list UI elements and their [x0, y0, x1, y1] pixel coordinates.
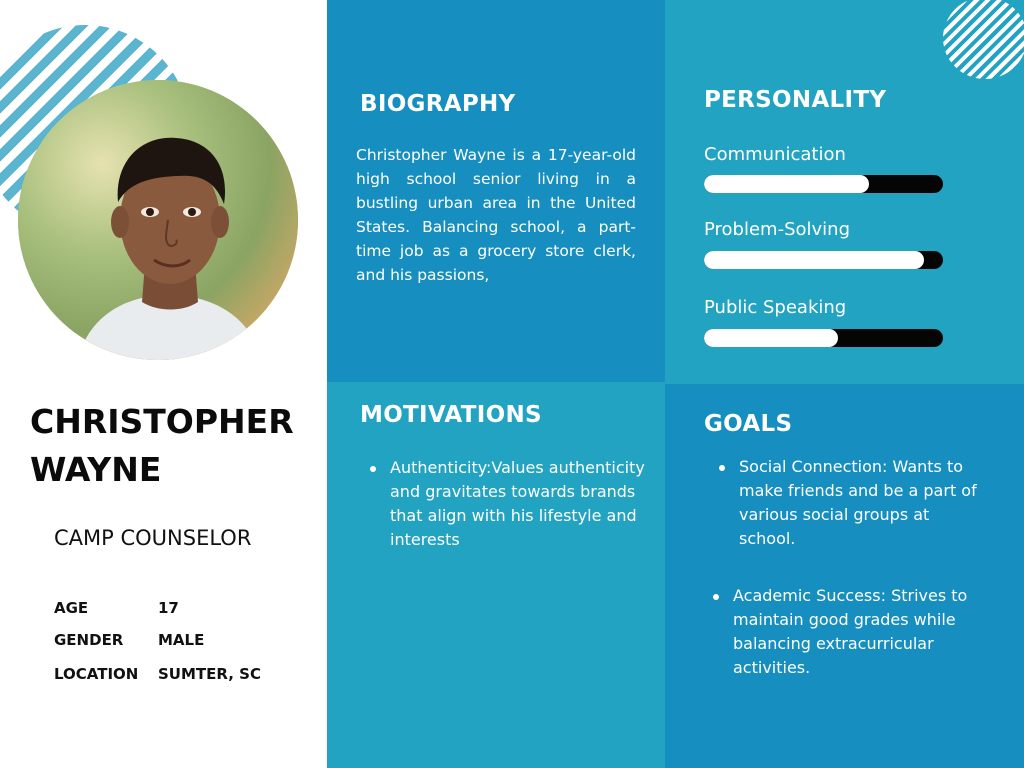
fact-value: MALE — [158, 631, 205, 649]
decorative-stripes-circle — [943, 0, 1024, 79]
personality-heading: PERSONALITY — [704, 87, 887, 113]
trait-bar-fill — [704, 329, 838, 347]
trait-bar-communication — [704, 175, 943, 193]
list-item: Academic Success: Strives to maintain good grades while balancing extracurricular activities. — [711, 584, 991, 680]
goals-heading: GOALS — [704, 411, 793, 437]
portrait-photo-icon — [18, 80, 298, 360]
fact-value: 17 — [158, 599, 179, 617]
trait-bar-fill — [704, 175, 869, 193]
fact-label: LOCATION — [54, 665, 139, 683]
goals-panel — [665, 384, 1024, 768]
trait-label-public-speaking: Public Speaking — [704, 297, 847, 318]
goals-list — [711, 584, 991, 680]
goals-list — [717, 455, 987, 551]
fact-age — [54, 592, 314, 624]
fact-gender — [54, 624, 314, 656]
trait-bar-fill — [704, 251, 924, 269]
motivations-heading: MOTIVATIONS — [360, 402, 542, 428]
fact-location — [54, 658, 314, 690]
trait-bar-public-speaking — [704, 329, 943, 347]
facts-list — [54, 592, 314, 690]
fact-value: SUMTER, SC — [158, 665, 261, 683]
biography-text: Christopher Wayne is a 17-year-old high school senior living in a bustling urban area in the United States. Balancing school, a part-time job as a grocery store clerk, and his passions, — [356, 146, 636, 284]
biography-panel — [327, 0, 665, 382]
fact-label: GENDER — [54, 631, 124, 649]
list-item: Authenticity:Values authenticity and gravitates towards brands that align with his lifestyle and interests — [368, 456, 648, 552]
person-role: CAMP COUNSELOR — [54, 526, 252, 550]
motivations-list — [368, 456, 648, 552]
trait-bar-problem-solving — [704, 251, 943, 269]
biography-heading: BIOGRAPHY — [360, 91, 516, 117]
fact-label: AGE — [54, 599, 89, 617]
person-name: CHRISTOPHER WAYNE — [30, 402, 294, 489]
profile-photo — [18, 80, 298, 360]
trait-label-problem-solving: Problem-Solving — [704, 219, 851, 240]
list-item: Social Connection: Wants to make friends and be a part of various social groups at school. — [717, 455, 987, 551]
trait-label-communication: Communication — [704, 144, 846, 165]
motivations-panel — [327, 382, 665, 768]
